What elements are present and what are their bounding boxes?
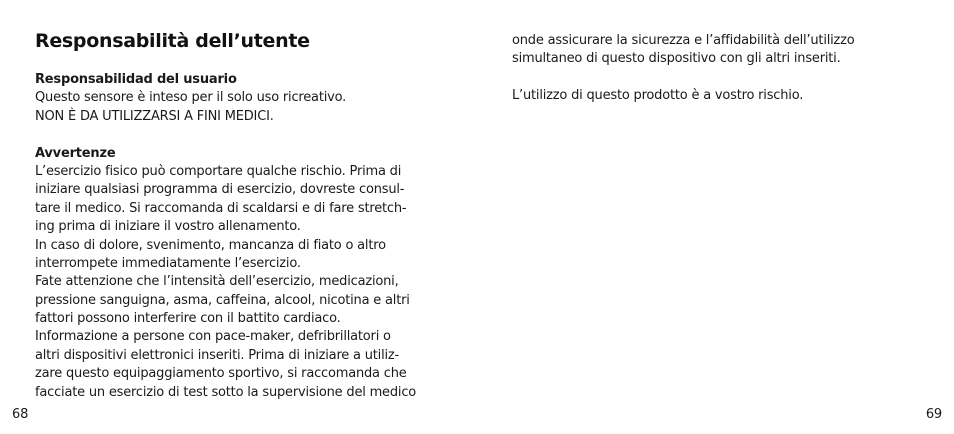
text-line: interrompete immediatamente l’esercizio.	[35, 255, 301, 271]
text-line: L’esercizio fisico può comportare qualche rischio. Prima di	[35, 163, 402, 179]
text-line: facciate un esercizio di test sotto la supervisione del medico	[35, 384, 417, 400]
text-line: zare questo equipaggiamento sportivo, si raccomanda che	[35, 366, 407, 382]
text-line: simultaneo di questo dispositivo con gli altri inseriti.	[512, 51, 841, 67]
text-line: Informazione a persone con pace-maker, defribrillatori o	[35, 329, 391, 345]
left-column-text	[35, 71, 455, 402]
paragraph-gap	[512, 69, 932, 87]
text-line: onde assicurare la sicurezza e l’affidabilità dell’utilizzo	[512, 33, 855, 48]
text-line: altri dispositivi elettronici inseriti. Prima di iniziare a utiliz-	[35, 347, 400, 363]
text-line: iniziare qualsiasi programma di esercizio, dovreste consul-	[35, 182, 405, 198]
paragraph-gap	[35, 126, 455, 144]
text-line: pressione sanguigna, asma, caffeina, alcool, nicotina e altri	[35, 292, 410, 308]
text-line: ing prima di iniziare il vostro allenamento.	[35, 219, 301, 235]
page-number-left: 68	[12, 407, 29, 422]
page-title: Responsabilità dell’utente	[35, 30, 310, 52]
text-line: Fate attenzione che l’intensità dell’esercizio, medicazioni,	[35, 274, 399, 290]
text-line: fattori possono interferire con il battito cardiaco.	[35, 311, 341, 327]
section-heading-warnings: Avvertenze	[35, 145, 116, 161]
text-line: L’utilizzo di questo prodotto è a vostro rischio.	[512, 88, 804, 104]
text-line: tare il medico. Si raccomanda di scaldarsi e di fare stretch-	[35, 200, 407, 216]
text-line: NON È DA UTILIZZARSI A FINI MEDICI.	[35, 108, 274, 124]
page-number-right: 69	[925, 407, 942, 422]
text-line: In caso di dolore, svenimento, mancanza di fiato o altro	[35, 237, 386, 253]
right-page	[477, 0, 954, 434]
right-column-text	[512, 32, 932, 106]
section-heading-user-responsibility: Responsabilidad del usuario	[35, 72, 237, 87]
text-line: Questo sensore è inteso per il solo uso ricreativo.	[35, 90, 347, 106]
